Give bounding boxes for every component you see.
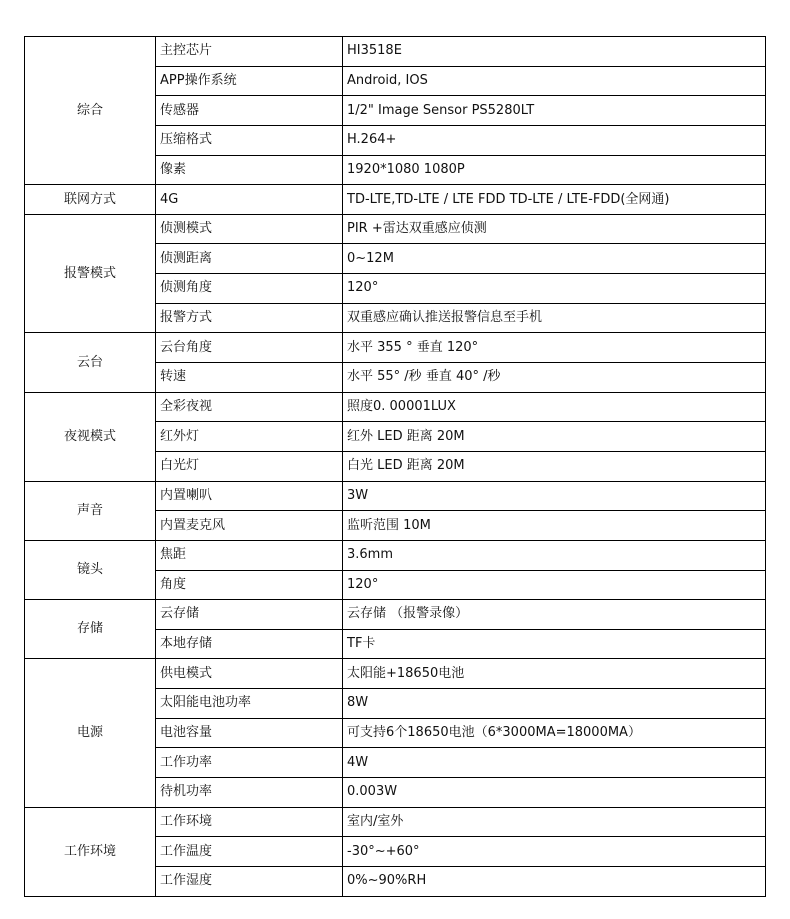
category-cell: 综合 [25, 37, 156, 185]
spec-name-cell: 太阳能电池功率 [156, 689, 343, 719]
spec-value-cell: 0.003W [343, 778, 766, 808]
spec-name-cell: 传感器 [156, 96, 343, 126]
spec-row [25, 807, 766, 837]
spec-name-cell: 电池容量 [156, 718, 343, 748]
spec-name-cell: 白光灯 [156, 451, 343, 481]
spec-row [25, 392, 766, 422]
spec-name-cell: 主控芯片 [156, 37, 343, 67]
spec-name-cell: 焦距 [156, 540, 343, 570]
spec-name-cell: 侦测距离 [156, 244, 343, 274]
spec-value-cell: 可支持6个18650电池（6*3000MA=18000MA） [343, 718, 766, 748]
category-cell: 工作环境 [25, 807, 156, 896]
spec-value-cell: 3.6mm [343, 540, 766, 570]
spec-value-cell: -30°~+60° [343, 837, 766, 867]
spec-value-cell: 白光 LED 距离 20M [343, 451, 766, 481]
spec-name-cell: 压缩格式 [156, 125, 343, 155]
category-cell: 联网方式 [25, 185, 156, 215]
spec-name-cell: 侦测模式 [156, 214, 343, 244]
spec-value-cell: 1/2" Image Sensor PS5280LT [343, 96, 766, 126]
spec-value-cell: 红外 LED 距离 20M [343, 422, 766, 452]
spec-name-cell: 转速 [156, 363, 343, 393]
spec-row [25, 185, 766, 215]
spec-name-cell: 云存储 [156, 600, 343, 630]
spec-name-cell: APP操作系统 [156, 66, 343, 96]
category-cell: 夜视模式 [25, 392, 156, 481]
spec-name-cell: 待机功率 [156, 778, 343, 808]
spec-name-cell: 供电模式 [156, 659, 343, 689]
spec-name-cell: 红外灯 [156, 422, 343, 452]
spec-value-cell: 120° [343, 274, 766, 304]
spec-name-cell: 工作湿度 [156, 866, 343, 896]
spec-name-cell: 内置喇叭 [156, 481, 343, 511]
spec-name-cell: 4G [156, 185, 343, 215]
spec-row [25, 659, 766, 689]
spec-table-body [25, 37, 766, 897]
spec-table [24, 36, 766, 897]
spec-value-cell: 水平 355 ° 垂直 120° [343, 333, 766, 363]
spec-row [25, 481, 766, 511]
spec-value-cell: PIR +雷达双重感应侦测 [343, 214, 766, 244]
spec-value-cell: 0~12M [343, 244, 766, 274]
category-cell: 报警模式 [25, 214, 156, 333]
spec-value-cell: 照度0. 00001LUX [343, 392, 766, 422]
spec-value-cell: H.264+ [343, 125, 766, 155]
spec-row [25, 540, 766, 570]
spec-name-cell: 本地存储 [156, 629, 343, 659]
spec-value-cell: 监听范围 10M [343, 511, 766, 541]
spec-name-cell: 工作环境 [156, 807, 343, 837]
spec-value-cell: 1920*1080 1080P [343, 155, 766, 185]
spec-name-cell: 内置麦克风 [156, 511, 343, 541]
category-cell: 存储 [25, 600, 156, 659]
spec-name-cell: 工作功率 [156, 748, 343, 778]
spec-value-cell: HI3518E [343, 37, 766, 67]
spec-value-cell: 8W [343, 689, 766, 719]
spec-row [25, 333, 766, 363]
spec-name-cell: 像素 [156, 155, 343, 185]
spec-value-cell: 云存储 （报警录像） [343, 600, 766, 630]
spec-name-cell: 侦测角度 [156, 274, 343, 304]
spec-name-cell: 全彩夜视 [156, 392, 343, 422]
category-cell: 云台 [25, 333, 156, 392]
category-cell: 电源 [25, 659, 156, 807]
spec-name-cell: 云台角度 [156, 333, 343, 363]
spec-value-cell: 室内/室外 [343, 807, 766, 837]
spec-value-cell: 120° [343, 570, 766, 600]
category-cell: 声音 [25, 481, 156, 540]
spec-value-cell: 0%~90%RH [343, 866, 766, 896]
spec-name-cell: 角度 [156, 570, 343, 600]
category-cell: 镜头 [25, 540, 156, 599]
spec-value-cell: 太阳能+18650电池 [343, 659, 766, 689]
spec-value-cell: TF卡 [343, 629, 766, 659]
spec-name-cell: 工作温度 [156, 837, 343, 867]
spec-value-cell: Android, IOS [343, 66, 766, 96]
spec-value-cell: TD-LTE,TD-LTE / LTE FDD TD-LTE / LTE-FDD(全网通) [343, 185, 766, 215]
spec-value-cell: 双重感应确认推送报警信息至手机 [343, 303, 766, 333]
spec-row [25, 600, 766, 630]
spec-row [25, 214, 766, 244]
spec-value-cell: 3W [343, 481, 766, 511]
spec-value-cell: 4W [343, 748, 766, 778]
spec-row [25, 37, 766, 67]
spec-name-cell: 报警方式 [156, 303, 343, 333]
spec-value-cell: 水平 55° /秒 垂直 40° /秒 [343, 363, 766, 393]
